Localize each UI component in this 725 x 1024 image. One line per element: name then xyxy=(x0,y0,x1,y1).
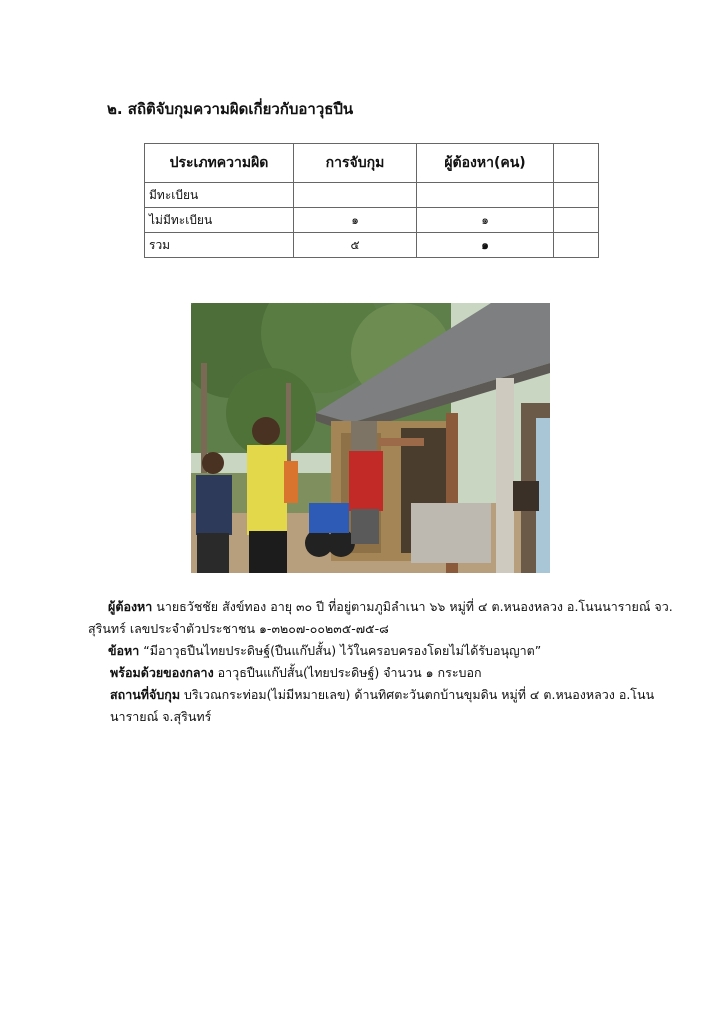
evidence-line xyxy=(110,663,482,683)
suspect-line-2: สุรินทร์ เลขประจำตัวประชาชน ๑-๓๒๐๗-๐๐๒๓๕-๗๕-๘ xyxy=(88,621,389,636)
arrest-scene-photo xyxy=(191,303,550,573)
section-heading: ๒. สถิติจับกุมความผิดเกี่ยวกับอาวุธปืน xyxy=(107,100,354,118)
suspect-text: นายธวัชชัย สังข์ทอง อายุ ๓๐ ปี ที่อยู่ตามภูมิลำเนา ๖๖ หมู่ที่ ๔ ต.หนองหลวง อ.โนนนารายณ์ จว. xyxy=(152,599,673,614)
table-header-row xyxy=(145,144,599,183)
cell-suspects: ๑ xyxy=(417,233,554,258)
cell-blank xyxy=(554,183,599,208)
header-offense-type: ประเภทความผิด xyxy=(145,144,294,183)
table-row xyxy=(145,233,599,258)
cell-offense-type: มีทะเบียน xyxy=(145,183,294,208)
place-text: บริเวณกระท่อม(ไม่มีหมายเลข) ด้านทิศตะวันตกบ้านขุมดิน หมู่ที่ ๔ ต.หนองหลวง อ.โนน xyxy=(180,687,655,702)
header-arrests: การจับกุม xyxy=(294,144,417,183)
evidence-text: อาวุธปืนแก๊ปสั้น(ไทยประดิษฐ์) จำนวน ๑ กระบอก xyxy=(213,665,482,680)
cell-suspects: ๑ xyxy=(417,208,554,233)
cell-arrests: ๕ xyxy=(294,233,417,258)
place-line xyxy=(110,685,654,705)
cell-arrests: ๑ xyxy=(294,208,417,233)
charge-text: “มีอาวุธปืนไทยประดิษฐ์(ปืนแก๊ปสั้น) ไว้ในครอบครองโดยไม่ได้รับอนุญาต” xyxy=(139,643,542,658)
cell-blank xyxy=(554,208,599,233)
table-row xyxy=(145,183,599,208)
evidence-label: พร้อมด้วยของกลาง xyxy=(110,665,214,680)
suspect-label: ผู้ต้องหา xyxy=(108,599,153,614)
place-line-2: นารายณ์ จ.สุรินทร์ xyxy=(110,709,212,724)
cell-arrests xyxy=(294,183,417,208)
arrest-statistics-table xyxy=(144,143,599,258)
table-row xyxy=(145,208,599,233)
place-label: สถานที่จับกุม xyxy=(110,687,181,702)
charge-line xyxy=(108,641,541,661)
cell-blank xyxy=(554,233,599,258)
cell-offense-type: ไม่มีทะเบียน xyxy=(145,208,294,233)
suspect-line xyxy=(108,597,673,617)
cell-suspects xyxy=(417,183,554,208)
cell-offense-type: รวม xyxy=(145,233,294,258)
header-blank xyxy=(554,144,599,183)
header-suspects: ผู้ต้องหา(คน) xyxy=(417,144,554,183)
charge-label: ข้อหา xyxy=(108,643,140,658)
